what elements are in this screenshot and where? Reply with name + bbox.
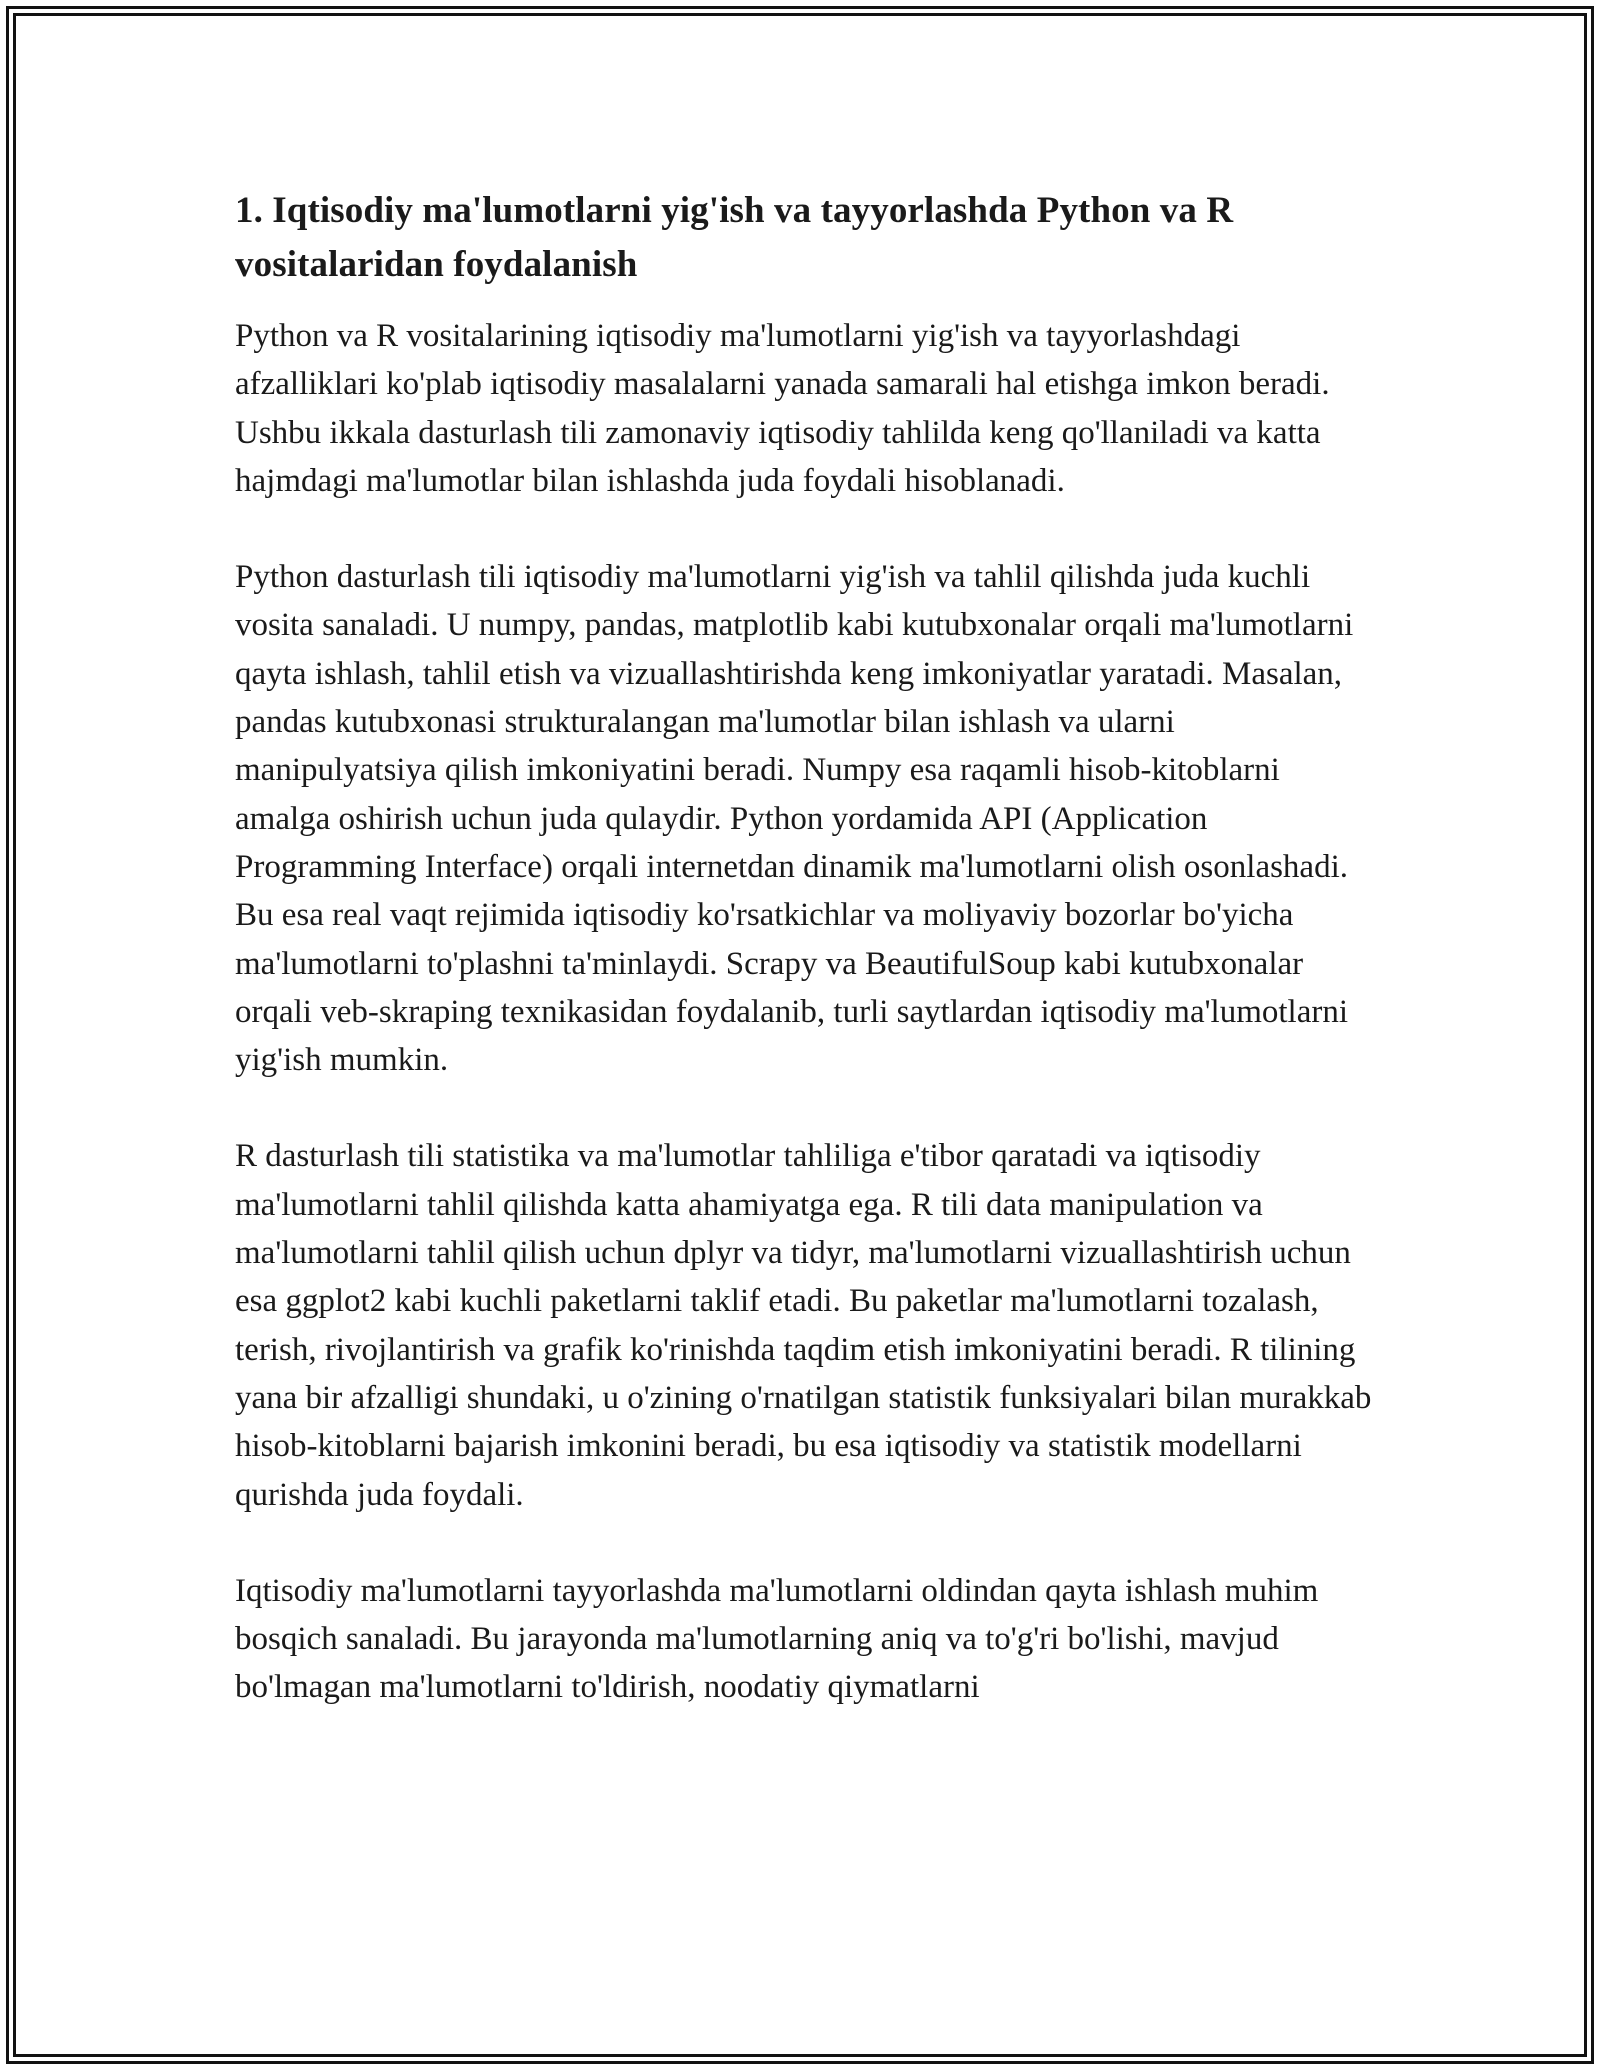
paragraph-preparation: Iqtisodiy ma'lumotlarni tayyorlashda ma'lumotlarni oldindan qayta ishlash muhim bosqich sanaladi. Bu jarayonda ma'lumotlarning aniq va to'g'ri bo'lishi, mavjud bo'lmagan ma'lumotlarni to'ldirish, noodatiy qiymatlarni: [235, 1572, 1319, 1706]
section-heading: 1. Iqtisodiy ma'lumotlarni yig'ish va tayyorlashda Python va R vositalaridan foydalanish: [235, 190, 1234, 285]
paragraph-intro: Python va R vositalarining iqtisodiy ma'lumotlarni yig'ish va tayyorlashdagi afzalliklari ko'plab iqtisodiy masalalarni yanada samarali hal etishga imkon beradi. Ushbu ikkala dasturlash tili zamonaviy iqtisodiy tahlilda keng qo'llaniladi va katta hajmdagi ma'lumotlar bilan ishlashda juda foydali hisoblanadi.: [235, 318, 1330, 499]
paragraph-python: Python dasturlash tili iqtisodiy ma'lumotlarni yig'ish va tahlil qilishda juda kuchli vosita sanaladi. U numpy, pandas, matplotlib kabi kutubxonalar orqali ma'lumotlarni qayta ishlash, tahlil etish va vizuallashtirishda keng imkoniyatlar yaratadi. Masalan, pandas kutubxonasi strukturalangan ma'lumotlar bilan ishlash va ularni manipulyatsiya qilish imkoniyatini beradi. Numpy esa raqamli hisob-kitoblarni amalga oshirish uchun juda qulaydir. Python yordamida API (Application Programming Interface) orqali internetdan dinamik ma'lumotlarni olish osonlashadi. Bu esa real vaqt rejimida iqtisodiy ko'rsatkichlar va moliyaviy bozorlar bo'yicha ma'lumotlarni to'plashni ta'minlaydi. Scrapy va BeautifulSoup kabi kutubxonalar orqali veb-skraping texnikasidan foydalanib, turli saytlardan iqtisodiy ma'lumotlarni yig'ish mumkin.: [235, 559, 1354, 1079]
document-body: [235, 184, 1375, 1712]
paragraph-r: R dasturlash tili statistika va ma'lumotlar tahliliga e'tibor qaratadi va iqtisodiy ma'lumotlarni tahlil qilishda katta ahamiyatga ega. R tili data manipulation va ma'lumotlarni tahlil qilish uchun dplyr va tidyr, ma'lumotlarni vizuallashtirish uchun esa ggplot2 kabi kuchli paketlarni taklif etadi. Bu paketlar ma'lumotlarni tozalash, terish, rivojlantirish va grafik ko'rinishda taqdim etish imkoniyatini beradi. R tilining yana bir afzalligi shundaki, u o'zining o'rnatilgan statistik funksiyalari bilan murakkab hisob-kitoblarni bajarish imkonini beradi, bu esa iqtisodiy va statistik modellarni qurishda juda foydali.: [235, 1138, 1372, 1513]
